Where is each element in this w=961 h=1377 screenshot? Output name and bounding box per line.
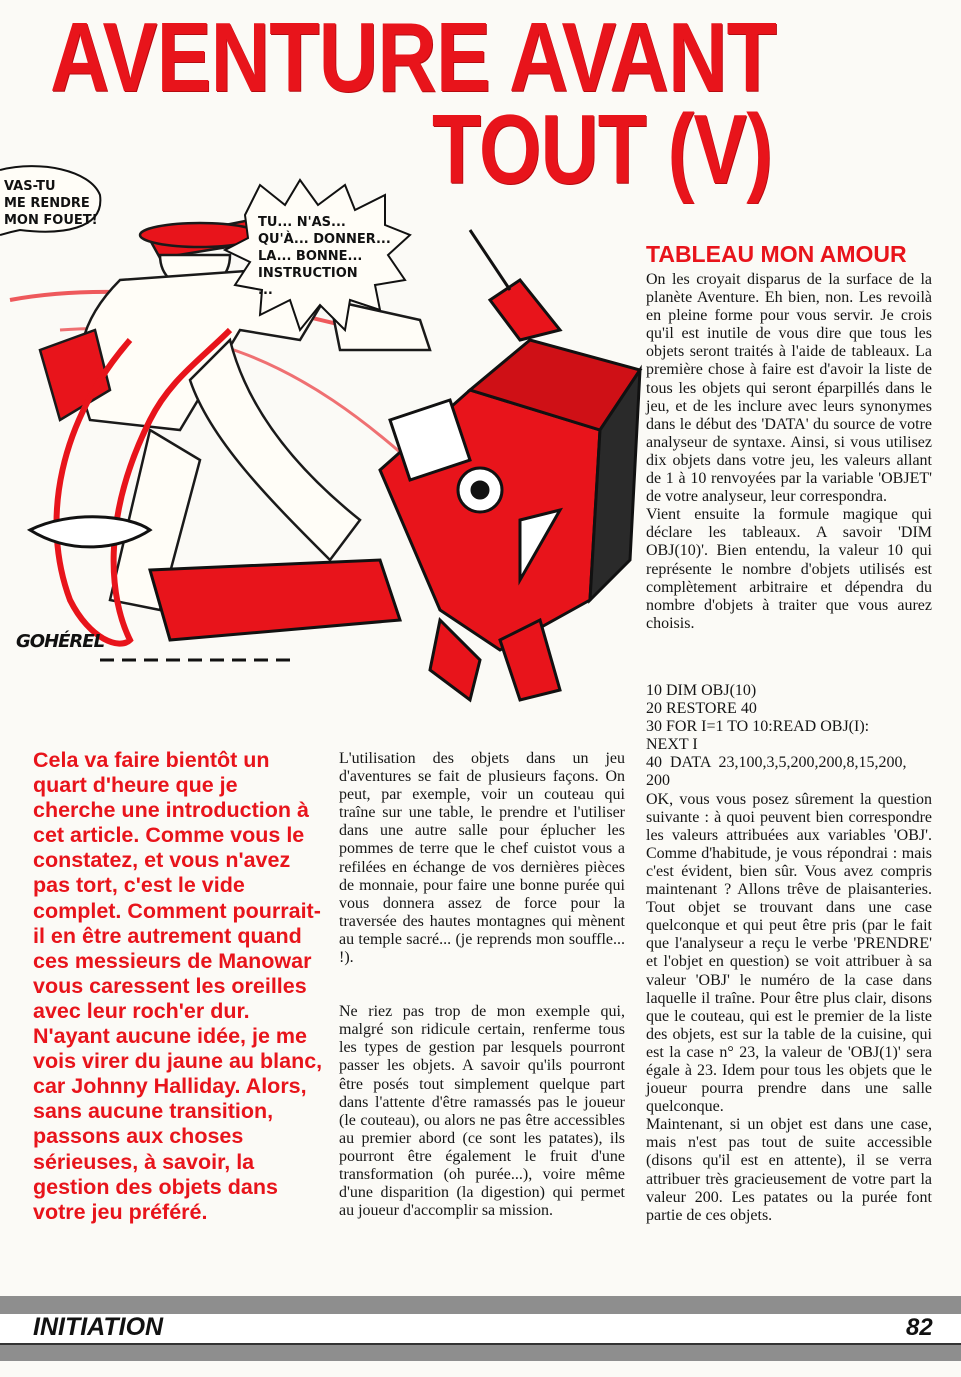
article-title-line-2: TOUT (V) bbox=[432, 94, 773, 204]
paragraph: On les croyait disparus de la surface de la planète Aventure. Eh bien, non. Les revoilà en pleine forme pour vous servir. Je crois qu'il est inutile de vous dire que tous les objets seront traités à l'aide de tableaux. La première chose à faire est d'avoir la liste de tous les objets qui seront éparpillés dans le jeu, et de les inclure avec leurs synonymes dans le début des 'DATA' du source de votre analyseur de syntaxe. Ainsi, si vous utilisez dix objets dans votre jeu, les valeurs allant de 1 à 10 renvoyées par la variable 'OBJET' de votre analyseur, leur correspondra. bbox=[646, 271, 932, 506]
footer-band bbox=[0, 1345, 961, 1361]
page-number: 82 bbox=[906, 1314, 933, 1341]
article-intro: Cela va faire bientôt un quart d'heure que je cherche une introduction à cet article. Comme vous le constatez, et vous n'avez pas tort, c'est le vide complet. Comment pourrait-il en être autrement quand ces messieurs de Manowar vous caressent les oreilles avec leur roch'er dur. N'ayant aucune idée, je me vois virer du jaune au blanc, car Johnny Halliday. Alors, sans aucune transition, passons aux choses sérieuses, à savoir, la gestion des objets dans votre jeu préféré. bbox=[33, 748, 323, 1224]
paragraph: OK, vous vous posez sûrement la question suivante : à quoi peuvent bien correspondre les valeurs attribuées aux variables 'OBJ'. Comme d'habitude, je vous répondrai : mais c'est évident, bien sûr. Vous avez compris maintenant ? Allons trêve de plaisanteries. Tout objet se trouvant dans une case quelconque et qui peut être pris (par le fait que l'analyseur a reçu le verbe 'PRENDRE' et l'objet en question) se voit attribuer à sa valeur 'OBJ' le numéro de la case dans laquelle il traîne. Pour être plus clair, disons que le couteau, qui est le premier de la liste des objets, est sur la table de la cuisine, qui est la case n° 23, la valeur de 'OBJ(1)' sera égale à 23. Idem pour tous les objets que le joueur pourra prendre dans une salle quelconque. bbox=[646, 790, 932, 1116]
right-column-bottom bbox=[646, 682, 932, 1225]
speech-bubble-text-2: TU... N'AS... QU'À... DONNER... LA... BONNE... INSTRUCTION ... bbox=[258, 215, 391, 298]
middle-column bbox=[339, 750, 625, 1220]
paragraph: Vient ensuite la formule magique qui déclare les tableaux. A savoir 'DIM OBJ(10)'. Bien entendu, la valeur 10 qui représente le nombre d'objets utilisés est complètement arbitraire et dépendra du nombre d'objets à traiter que vous aurez choisis. bbox=[646, 506, 932, 632]
article-title-line-1: AVENTURE AVANT bbox=[50, 2, 777, 112]
section-label: INITIATION bbox=[33, 1313, 164, 1341]
section-heading: TABLEAU MON AMOUR bbox=[646, 241, 907, 267]
artist-signature: GOHÉREL bbox=[16, 631, 105, 652]
paragraph: Maintenant, si un objet est dans une case, mais n'est pas tout de suite accessible (disons qu'il est en attente), il se verra attribuer très gracieusement de votre part la valeur 200. Les patates ou la purée font partie de ces objets. bbox=[646, 1116, 932, 1224]
paragraph: L'utilisation des objets dans un jeu d'aventures se fait de plusieurs façons. On peut, par exemple, voir un couteau qui traîne sur une table, le prendre et l'utiliser dans une autre salle pour éplucher les pommes de terre que le chef cuistot vous a refilées en échange de vos dernières pièces de monnaie, pour faire une bonne purée qui vous donnera assez de force pour la traversée des hautes montagnes qui mènent au temple sacré... (je reprends mon souffle... !). bbox=[339, 750, 625, 967]
footer-band bbox=[0, 1296, 961, 1314]
speech-bubble-text-1: VAS-TU ME RENDRE MON FOUET! bbox=[4, 179, 98, 228]
right-column-top bbox=[646, 271, 932, 633]
basic-code-listing: 10 DIM OBJ(10) 20 RESTORE 40 30 FOR I=1 TO 10:READ OBJ(I): NEXT I 40 DATA 23,100,3,5,200,200,8,15,200, 200 bbox=[646, 682, 907, 790]
paragraph: Ne riez pas trop de mon exemple qui, malgré son ridicule certain, renferme tous les types de gestion par lesquels pourront passer les objets. A savoir qu'ils pourront être posés tout simplement quelque part dans l'attente d'être ramassés pas le joueur (le couteau), ou alors ne pas être accessibles au premier abord (ce sont les patates), ils pourront être également le fruit d'une transformation (oh purée...), voire même d'une disparition (la digestion) qui permet au joueur d'accomplir sa mission. bbox=[339, 1003, 625, 1220]
